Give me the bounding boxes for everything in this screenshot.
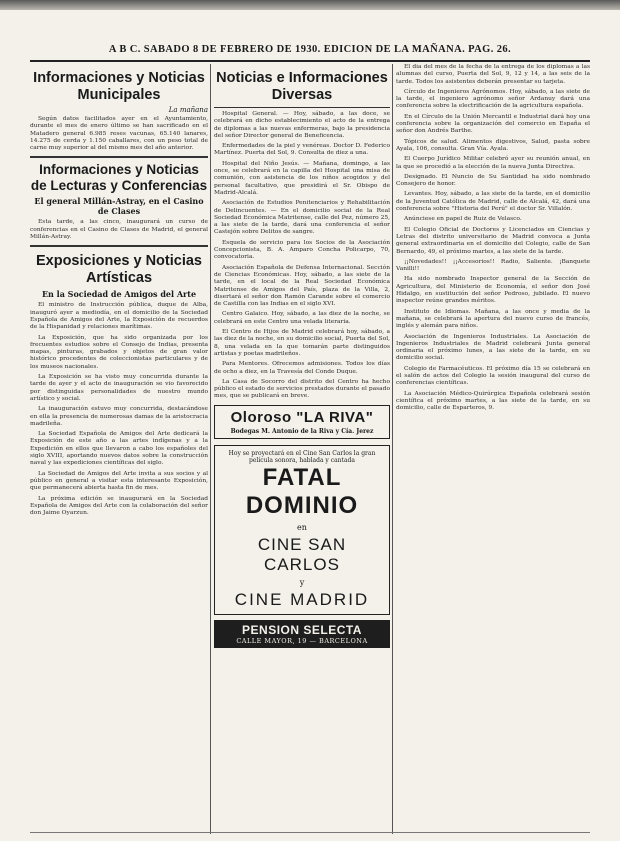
section-subtitle: La mañana xyxy=(168,106,208,114)
ad-connector: en xyxy=(297,522,307,532)
ad-banner-subtitle: CALLE MAYOR, 19 — BARCELONA xyxy=(236,636,368,645)
advertisement-cinema xyxy=(214,445,390,615)
article-paragraph: El ministro de Instrucción pública, duque de Alba, inauguró ayer a mediodía, en el domicilio de la Sociedad Española de Amigos del Arte, la Exposición de recuerdos de la Hispanidad y relaciones marítimas. xyxy=(30,302,208,331)
top-scan-strip xyxy=(0,0,620,10)
article-paragraph: Tópicos de salud. Alimentos digestivos, Salud, pasta sobre Ayala, 106, consulta. Gran Vía. Ayala. xyxy=(396,138,590,152)
column-divider xyxy=(392,64,393,834)
article-paragraph: Colegio de Farmacéuticos. El próximo día 15 se celebrará en el salón de actos del Colegio la sesión inaugural del curso de conferencias científicas. xyxy=(396,365,590,387)
article-paragraph: La Asociación Médico-Quirúrgica Española celebrará sesión científica el próximo martes, a las siete de la tarde, en su domicilio, calle de Esparteros, 9. xyxy=(396,390,590,412)
column-1 xyxy=(30,64,208,834)
article-paragraph: Asociación Española de Defensa Internacional. Sección de Ciencias Económicas. Hoy, sábado, a las siete de la tarde, en el local de la Real Sociedad Económica Matritense de Amigos del País, plaza de la Villa, 2, disertará el señor don Ramón Carande sobre el comercio de Castilla con las Indias en el siglo XVI. xyxy=(214,264,390,308)
article-paragraph: La inauguración estuvo muy concurrida, destacándose en ella la presencia de numerosas damas de la aristocracia madrileña. xyxy=(30,406,208,427)
ad-film-title: FATAL DOMINIO xyxy=(245,463,359,519)
article-paragraph: Centro Galaico. Hoy, sábado, a las diez de la noche, se celebrará en este Centro una velada literaria. xyxy=(214,311,390,325)
article-paragraph: Asociación de Ingenieros Industriales. La Asociación de Ingenieros Industriales de Madrid celebrará Junta general ordinaria el próximo lunes, a las siete de la tarde, en su domicilio social. xyxy=(396,333,590,362)
article-paragraph: El Centro de Hijos de Madrid celebrará hoy, sábado, a las diez de la noche, en su domicilio social, Puerta del Sol, 8, una velada en la que tomarán parte distinguidos artistas y poetas madrileños. xyxy=(214,329,390,357)
article-paragraph: La Sociedad de Amigos del Arte invita a sus socios y al público en general a visitar esta interesante Exposición, que permanecerá abierta hasta fin de mes. xyxy=(30,470,208,492)
article-paragraph: Esquela de servicio para los Socios de la Asociación Concepcionista, B. A. Amparo Concha Policarpo, 70, convocatoria. xyxy=(214,239,390,261)
article-paragraph: La Exposición se ha visto muy concurrida durante la tarde de ayer y el acto de inauguración se vio favorecido por distinguidas personalidades de nuestro mundo artístico y social. xyxy=(30,374,208,402)
article-paragraph: Esta tarde, a las cinco, inaugurará un curso de conferencias en el Casino de Clases de Madrid, el general Millán-Astray. xyxy=(30,219,208,241)
section-title-exhibitions: Exposiciones y Noticias Artísticas xyxy=(35,253,202,287)
article-paragraph: Círculo de Ingenieros Agrónomos. Hoy, sábado, a las siete de la tarde, el ingeniero agrónomo señor Ardanuy dará una conferencia sobre la electrificación de la agricultura española. xyxy=(396,88,590,110)
article-paragraph: Levantes. Hoy, sábado, a las siete de la tarde, en el domicilio de la Juventud Católica de Madrid, calle de Alcalá, 42, dará una conferencia sobre "Historia del Perú" el doctor Sr. Villalón. xyxy=(396,191,590,213)
article-paragraph: En el Círculo de la Unión Mercantil e Industrial dará hoy una conferencia sobre la organización del comercio en España el señor don Andrés Barthe. xyxy=(396,113,590,135)
article-paragraph: El Cuerpo Jurídico Militar celebró ayer su reunión anual, en la que se procedió a la elección de la nueva Junta Directiva. xyxy=(396,156,590,170)
article-paragraph: Anúnciese en papel de Ruiz de Velasco. xyxy=(404,216,522,223)
article-paragraph: La Casa de Socorro del distrito del Centro ha hecho público el estado de servicios prestados durante el pasado mes, que se publicará en breve. xyxy=(214,378,390,400)
article-paragraph: Ha sido nombrado Inspector general de la Sección de Agricultura, del Ministerio de Economía, el señor don José Hidalgo, en sustitución del señor Pedroso, jubilado. El nuevo inspector reúne grandes méritos. xyxy=(396,276,590,305)
ad-intro-text: Hoy se proyectará en el Cine San Carlos la gran película sonora, hablada y cantada xyxy=(228,449,376,464)
ad-title: Oloroso "LA RIVA" xyxy=(230,408,374,426)
article-paragraph: Según datos facilitados ayer en el Ayuntamiento, durante el mes de enero último se han sacrificado en el Matadero general 6.985 reses vacunas, 65.140 lanares, 14.275 de cerda y 1.150 caballares, con un peso total de carne muy superior al del mismo mes del año anterior. xyxy=(30,116,208,152)
ad-banner-title: PENSION SELECTA xyxy=(242,622,362,637)
page-header: A B C. SABADO 8 DE FEBRERO DE 1930. EDICION DE LA MAÑANA. PAG. 26. xyxy=(108,44,512,55)
ad-cinema-name: CINE SAN CARLOS xyxy=(257,534,347,574)
footer-rule xyxy=(30,832,590,833)
column-divider xyxy=(210,64,211,834)
article-paragraph: Hospital del Niño Jesús. — Mañana, domingo, a las once, se celebrará en la capilla del Hospital una misa de comunión, con asistencia de los niños acogidos y del personal facultativo, que presidirá el Sr. Obispo de Madrid-Alcalá. xyxy=(214,160,390,196)
section-rule xyxy=(214,107,390,108)
ad-subtitle: Bodegas M. Antonio de la Riva y Cía. Jerez xyxy=(230,427,374,435)
advertisement-pension xyxy=(214,620,390,648)
article-paragraph: ¡¡Novedades!! ¡¡Accesorios!! Radio, Saliente. ¡Banquete Vanilli!! xyxy=(396,258,590,273)
article-paragraph: Enfermedades de la piel y venéreas. Doctor D. Federico Martínez. Puerta del Sol, 9. Consulta de diez a una. xyxy=(214,143,390,157)
column-3 xyxy=(396,64,590,834)
article-paragraph: Designado. El Nuncio de Su Santidad ha sido nombrado Consejero de honor. xyxy=(396,173,590,188)
ad-connector: y xyxy=(299,577,305,587)
article-paragraph: La Exposición, que ha sido organizada por los frecuentes estudios sobre el Consejo de Indias, presenta mapas, pinturas, grabados y objetos de gran valor histórico procedentes de coleccionistas particulares y de los museos nacionales. xyxy=(30,334,208,370)
article-paragraph: Asociación de Estudios Penitenciarios y Rehabilitación de Delincuentes. — En el domicilio social de la Real Sociedad Económica Matritense, calle del Pez, número 25, a las siete de la tarde, dará una conferencia el señor Castejón sobre Delitos de sangre. xyxy=(214,200,390,236)
article-paragraph: Para Mentores. Ofrecemos admisiones. Todos los días de ocho a diez, en la Travesía del Conde Duque. xyxy=(214,361,390,375)
article-paragraph: La próxima edición se inaugurará en la Sociedad Española de Amigos del Arte con la colaboración del señor don Jaime Oyarzun. xyxy=(30,495,208,517)
article-paragraph: El día del mes de la fecha de la entrega de los diplomas a las alumnas del curso, Puerta del Sol, 9, 12 y 14, a las seis de la tarde. Todos los asistentes deberán presentar su tarjeta. xyxy=(396,64,590,85)
header-rule xyxy=(30,60,590,62)
section-rule xyxy=(30,156,208,158)
section-subtitle: El general Millán-Astray, en el Casino de Clases xyxy=(34,196,204,217)
section-title-lectures: Informaciones y Noticias de Lecturas y Conferencias xyxy=(30,162,208,194)
section-rule xyxy=(30,245,208,247)
advertisement-oloroso xyxy=(214,405,390,439)
column-2 xyxy=(214,64,390,834)
section-subtitle: En la Sociedad de Amigos del Arte xyxy=(41,289,197,300)
section-title-municipal: Informaciones y Noticias Municipales xyxy=(33,70,205,103)
article-paragraph: Instituto de Idiomas. Mañana, a las once y media de la mañana, se celebrará la apertura del nuevo curso de francés, inglés y alemán para niños. xyxy=(396,308,590,330)
section-title-diversas: Noticias e Informaciones Diversas xyxy=(216,70,388,103)
ad-cinema-name: CINE MADRID xyxy=(234,589,370,609)
article-paragraph: La Sociedad Española de Amigos del Arte dedicará la Exposición de este año a las artes indígenas y a la Expedición en ellos que llevaron a cabo los españoles del siglo XVIII, aportando nuevos datos sobre la construcción naval y las expediciones científicas del siglo. xyxy=(30,431,208,467)
article-paragraph: Hospital General. — Hoy, sábado, a las doce, se celebrará en dicho establecimiento el acto de la entrega de diplomas a las nuevas enfermeras, bajo la presidencia del señor Director general de Beneficencia. xyxy=(214,111,390,139)
article-paragraph: El Colegio Oficial de Doctores y Licenciados en Ciencias y Letras del distrito universitario de Madrid convoca a Junta general extraordinaria en el domicilio del Colegio, calle de San Bernardo, 49, el próximo martes, a las siete de la tarde. xyxy=(396,226,590,255)
